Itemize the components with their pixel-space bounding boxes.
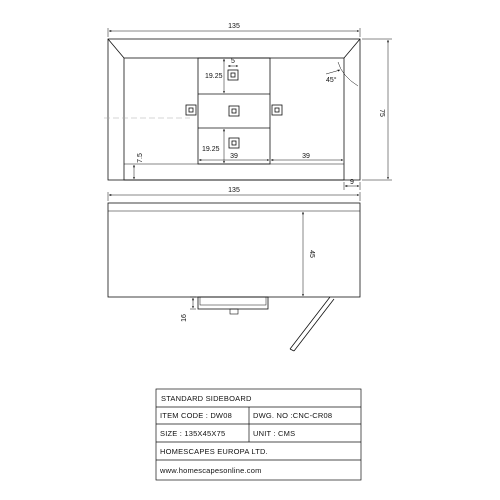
pulled-drawer bbox=[198, 297, 268, 309]
item-code: ITEM CODE : DW08 bbox=[160, 411, 232, 420]
front-dimension-labels bbox=[137, 23, 385, 186]
dim-door-offset: 16 bbox=[181, 314, 188, 322]
dim-side-width: 39 bbox=[302, 153, 310, 160]
dim-overall-width-top: 135 bbox=[228, 187, 240, 194]
dim-drawer-gap-bottom: 19.25 bbox=[202, 146, 220, 153]
open-door bbox=[290, 297, 330, 349]
dim-height: 75 bbox=[378, 109, 385, 117]
front-dimensions bbox=[108, 28, 392, 190]
knob-top-drawer bbox=[228, 70, 238, 80]
dim-drawer-gap-top: 19.25 bbox=[205, 73, 223, 80]
unit-spec: UNIT : CMS bbox=[253, 429, 296, 438]
title-block-text bbox=[159, 394, 332, 475]
knob-left-door bbox=[186, 105, 196, 115]
top-outer bbox=[108, 203, 360, 297]
knob-middle-drawer bbox=[229, 106, 239, 116]
knobs bbox=[186, 70, 282, 148]
dim-overall-width-front: 135 bbox=[228, 23, 240, 30]
dim-depth: 45 bbox=[308, 250, 315, 258]
drawing-title: STANDARD SIDEBOARD bbox=[161, 394, 252, 403]
dim-plinth-height: 7.5 bbox=[137, 153, 144, 163]
knob-bottom-drawer bbox=[229, 138, 239, 148]
drawing-number: DWG. NO :CNC-CR08 bbox=[253, 411, 333, 420]
company-name: HOMESCAPES EUROPA LTD. bbox=[160, 447, 268, 456]
dim-side-thickness: 9 bbox=[350, 179, 354, 186]
knob-right-door bbox=[272, 105, 282, 115]
dim-drawer-width: 39 bbox=[230, 153, 238, 160]
size-spec: SIZE : 135X45X75 bbox=[160, 429, 226, 438]
front-inner-frame bbox=[124, 58, 344, 180]
dim-handle-size: 5 bbox=[231, 58, 235, 65]
website: www.homescapesonline.com bbox=[160, 466, 262, 475]
top-dimension-labels bbox=[181, 187, 315, 322]
dim-angle: 45° bbox=[326, 77, 337, 84]
top-dimensions bbox=[108, 192, 360, 309]
top-view bbox=[108, 203, 360, 351]
